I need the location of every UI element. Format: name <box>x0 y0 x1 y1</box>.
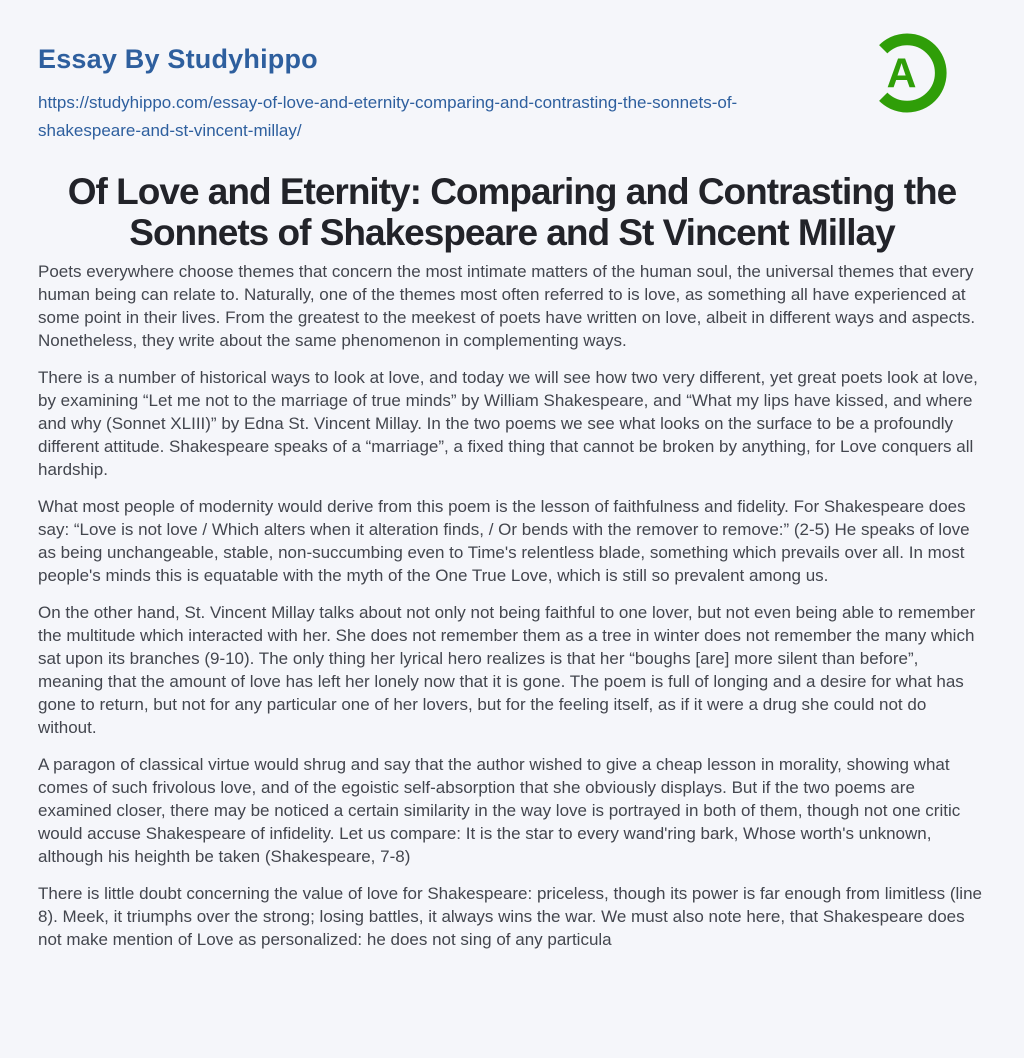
essay-paragraph-4: On the other hand, St. Vincent Millay talks about not only not being faithful to one lover, but not even being able to remember the multitude which interacted with her. She does not remember them as a tree in winter does not remember the many which sat upon its branches (9-10). The only thing her lyrical hero realizes is that her “boughs [are] more silent than before”, meaning that the amount of love has left her lonely now that it is gone. The poem is full of longing and a desire for what has gone to return, but not for any particular one of her lovers, but for the feeling itself, as if it were a drug she could not do without. <box>38 603 976 737</box>
essay-paragraph-6: There is little doubt concerning the value of love for Shakespeare: priceless, though its power is far enough from limitless (line 8). Meek, it triumphs over the strong; losing battles, it always wins the war. We must also note here, that Shakespeare does not make mention of Love as personalized: he does not sing of any particula <box>38 884 982 949</box>
page-header <box>38 0 986 145</box>
essay-paragraph-1: Poets everywhere choose themes that concern the most intimate matters of the human soul, the universal themes that every human being can relate to. Naturally, one of the themes most often referred to is love, as something all have experienced at some point in their lives. From the greatest to the meekest of poets have written on love, albeit in different ways and aspects. Nonetheless, they write about the same phenomenon in complementing ways. <box>38 262 976 350</box>
essay-paragraph-5: A paragon of classical virtue would shrug and say that the author wished to give a cheap lesson in morality, showing what comes of such frivolous love, and of the egoistic self-absorption that she obviously displays. But if the two poems are examined closer, there may be noticed a certain similarity in the way love is portrayed in both of them, though not one critic would accuse Shakespeare of infidelity. Let us compare: It is the star to every wand'ring bark, Whose worth's unknown, although his heighth be taken (Shakespeare, 7-8) <box>38 755 961 866</box>
essay-paragraph-3: What most people of modernity would derive from this poem is the lesson of faithfulness and fidelity. For Shakespeare does say: “Love is not love / Which alters when it alteration finds, / Or bends with the remover to remove:” (2-5) He speaks of love as being unchangeable, stable, non-succumbing even to Time's relentless blade, something which prevails over all. In most people's minds this is equatable with the myth of the One True Love, which is still so prevalent among us. <box>38 497 970 585</box>
site-heading: Essay By Studyhippo <box>38 44 318 74</box>
essay-paragraph-2: There is a number of historical ways to look at love, and today we will see how two very different, yet great poets look at love, by examining “Let me not to the marriage of true minds” by William Shakespeare, and “What my lips have kissed, and where and why (Sonnet XLIII)” by Edna St. Vincent Millay. In the two poems we see what looks on the surface to be a profoundly different attitude. Shakespeare speaks of a “marriage”, a fixed thing that cannot be broken by anything, for Love conquers all hardship. <box>38 368 978 479</box>
essay-title: Of Love and Eternity: Comparing and Contrasting the Sonnets of Shakespeare and St Vincent Millay <box>67 171 957 253</box>
logo-letter: A <box>886 50 917 97</box>
essay-url-link[interactable]: https://studyhippo.com/essay-of-love-and-eternity-comparing-and-contrasting-the-sonnets-of-shakespeare-and-st-vincent-millay/ <box>38 93 738 140</box>
studyhippo-logo-icon <box>862 28 952 118</box>
studyhippo-logo <box>862 28 952 118</box>
essay-body <box>38 260 986 951</box>
